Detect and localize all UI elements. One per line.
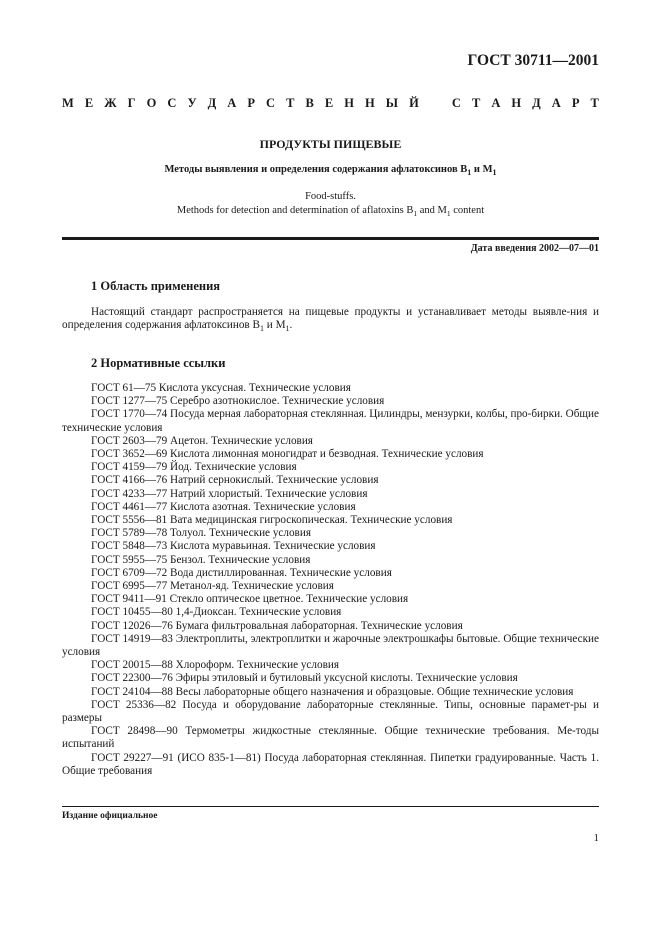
standard-code: ГОСТ 30711—2001 bbox=[467, 52, 599, 69]
reference-item: ГОСТ 6995—77 Метанол-яд. Технические условия bbox=[91, 580, 334, 593]
banner-letter: М bbox=[62, 96, 74, 110]
reference-item: ГОСТ 5789—78 Толуол. Технические условия bbox=[91, 527, 311, 540]
reference-item: ГОСТ 28498—90 Термометры жидкостные стеклянные. Общие технические требования. Ме-тоды испытаний bbox=[62, 725, 599, 751]
banner-letter: Т bbox=[286, 96, 295, 110]
reference-item: ГОСТ 22300—76 Эфиры этиловый и бутиловый уксусной кислоты. Технические условия bbox=[91, 672, 518, 685]
section-2-heading: 2 Нормативные ссылки bbox=[91, 356, 226, 370]
banner-letter: Р bbox=[247, 96, 255, 110]
banner-letter: Р bbox=[571, 96, 580, 110]
reference-item: ГОСТ 5848—73 Кислота муравьиная. Технические условия bbox=[91, 540, 376, 553]
edition-note: Издание официальное bbox=[62, 811, 158, 821]
banner-letter: Й bbox=[409, 96, 419, 110]
banner-letter: В bbox=[305, 96, 314, 110]
banner-letter: Н bbox=[364, 96, 375, 110]
banner-letter: А bbox=[551, 96, 561, 110]
banner-letter: С bbox=[266, 96, 276, 110]
banner-letter: Т bbox=[471, 96, 481, 110]
banner-letter: Ы bbox=[385, 96, 399, 110]
banner-letter: О bbox=[146, 96, 157, 110]
header-divider bbox=[62, 237, 599, 240]
reference-item: ГОСТ 9411—91 Стекло оптическое цветное. Технические условия bbox=[91, 593, 409, 606]
document-subtitle: Методы выявления и определения содержания афлатоксинов $В_1$ и $М_1$ bbox=[164, 164, 497, 178]
banner-letter: Д bbox=[532, 96, 541, 110]
reference-item: ГОСТ 4233—77 Натрий хлористый. Технические условия bbox=[91, 487, 368, 500]
banner-letter: А bbox=[227, 96, 237, 110]
banner-letter: Н bbox=[511, 96, 522, 110]
reference-item: ГОСТ 5556—81 Вата медицинская гигроскопическая. Технические условия bbox=[91, 514, 453, 527]
banner-letter: Т bbox=[590, 96, 599, 110]
banner-letter: Н bbox=[344, 96, 354, 110]
reference-item: ГОСТ 12026—76 Бумага фильтровальная лабораторная. Технические условия bbox=[91, 619, 463, 632]
section-1-heading: 1 Область применения bbox=[91, 279, 221, 293]
reference-item: ГОСТ 14919—83 Электроплиты, электроплитки и жарочные электрошкафы бытовые. Общие технические условия bbox=[62, 632, 599, 659]
banner-letter: А bbox=[491, 96, 501, 110]
document-title: ПРОДУКТЫ ПИЩЕВЫЕ bbox=[259, 137, 402, 151]
reference-item: ГОСТ 6709—72 Вода дистиллированная. Технические условия bbox=[91, 566, 392, 579]
reference-item: ГОСТ 29227—91 (ИСО 835-1—81) Посуда лабораторная стеклянная. Пипетки градуированные. Часть 1. Общие требования bbox=[62, 751, 599, 777]
banner-letter: Е bbox=[84, 96, 94, 110]
footer-divider bbox=[62, 806, 599, 807]
reference-item: ГОСТ 10455—80 1,4-Диоксан. Технические условия bbox=[91, 606, 342, 619]
references-list bbox=[62, 382, 599, 778]
introduction-date: Дата введения 2002—07—01 bbox=[470, 243, 599, 254]
banner-letter: Ж bbox=[104, 96, 117, 110]
banner-letter: Е bbox=[324, 96, 334, 110]
reference-item: ГОСТ 4166—76 Натрий сернокислый. Технические условия bbox=[91, 474, 379, 487]
page-number: 1 bbox=[593, 832, 599, 844]
banner-letter: Г bbox=[127, 96, 136, 110]
reference-item: ГОСТ 3652—69 Кислота лимонная моногидрат и безводная. Технические условия bbox=[91, 448, 484, 461]
banner-letter: С bbox=[451, 96, 461, 110]
banner-letter: У bbox=[187, 96, 197, 110]
reference-item: ГОСТ 5955—75 Бензол. Технические условия bbox=[91, 553, 311, 566]
reference-item: ГОСТ 2603—79 Ацетон. Технические условия bbox=[91, 434, 313, 447]
interstate-standard-banner bbox=[62, 96, 599, 111]
reference-item: ГОСТ 1277—75 Серебро азотнокислое. Технические условия bbox=[91, 395, 385, 408]
reference-item: ГОСТ 20015—88 Хлороформ. Технические условия bbox=[91, 659, 339, 672]
reference-item: ГОСТ 24104—88 Весы лабораторные общего назначения и образцовые. Общие технические условия bbox=[91, 685, 574, 698]
reference-item: ГОСТ 25336—82 Посуда и оборудование лабораторные стеклянные. Типы, основные парамет-ры и размеры bbox=[62, 698, 599, 725]
english-title: Food-stuffs. Methods for detection and determination of aflatoxins $B_1$ and $M_1$ content bbox=[176, 191, 485, 219]
section-1-text: Настоящий стандарт распространяется на пищевые продукты и устанавливает методы выявле-ния и определения содержания афлатоксинов $В_1$ и $М_1$. bbox=[62, 306, 599, 334]
banner-letter: С bbox=[167, 96, 177, 110]
banner-letter: Д bbox=[207, 96, 217, 110]
reference-item: ГОСТ 61—75 Кислота уксусная. Технические условия bbox=[91, 382, 351, 394]
reference-item: ГОСТ 4159—79 Йод. Технические условия bbox=[91, 461, 297, 474]
reference-item: ГОСТ 4461—77 Кислота азотная. Технические условия bbox=[91, 500, 356, 513]
reference-item: ГОСТ 1770—74 Посуда мерная лабораторная стеклянная. Цилиндры, мензурки, колбы, про-бирки. Общие технические условия bbox=[62, 408, 599, 434]
